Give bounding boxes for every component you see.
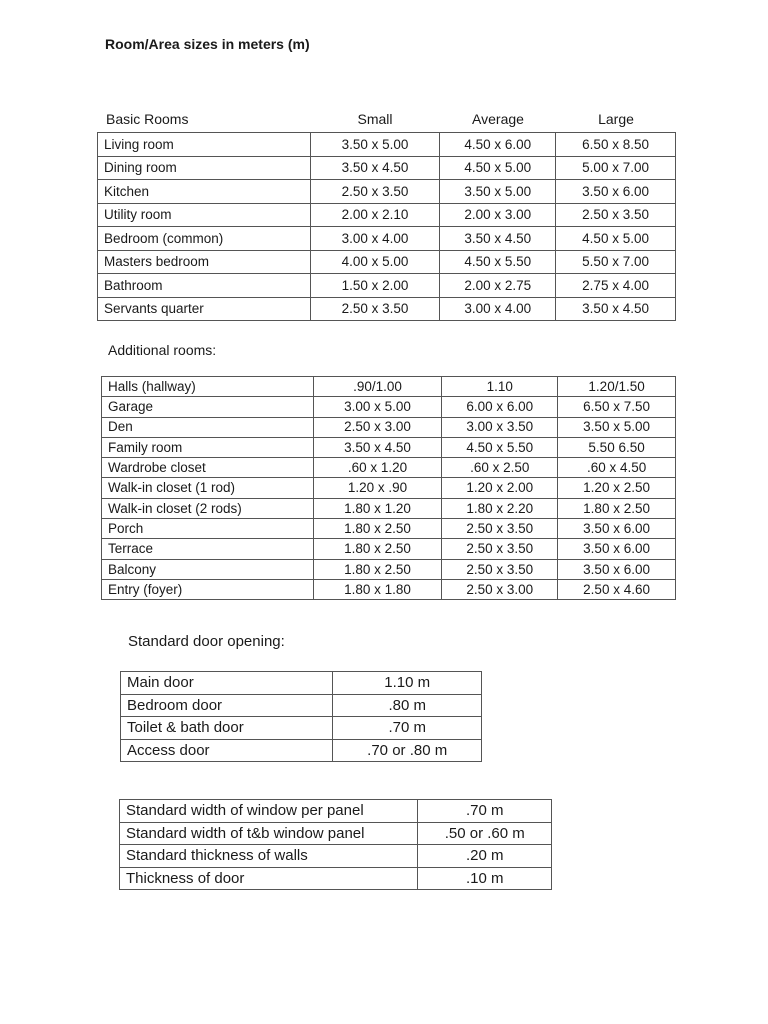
row-label-cell: Den xyxy=(102,417,314,437)
basic-rooms-table xyxy=(97,132,676,321)
value-cell: .70 m xyxy=(333,717,482,740)
value-cell: 1.20 x 2.00 xyxy=(442,478,558,498)
value-cell: 4.50 x 5.50 xyxy=(442,437,558,457)
value-cell: 3.00 x 3.50 xyxy=(442,417,558,437)
value-cell: 1.10 xyxy=(442,377,558,397)
value-cell: .20 m xyxy=(418,845,552,868)
row-label-cell: Dining room xyxy=(98,156,311,180)
value-cell: .70 or .80 m xyxy=(333,739,482,762)
row-label-cell: Main door xyxy=(121,672,333,695)
value-cell: 2.00 x 2.10 xyxy=(310,203,440,227)
header-large: Large xyxy=(598,111,634,127)
table-row xyxy=(102,519,676,539)
table-row xyxy=(102,579,676,599)
table-row xyxy=(121,672,482,695)
value-cell: 2.50 x 3.50 xyxy=(310,297,440,321)
value-cell: 1.80 x 2.50 xyxy=(313,519,442,539)
row-label-cell: Porch xyxy=(102,519,314,539)
page-title: Room/Area sizes in meters (m) xyxy=(105,36,310,52)
table-row xyxy=(121,739,482,762)
table-row xyxy=(102,559,676,579)
value-cell: 2.75 x 4.00 xyxy=(556,274,676,298)
value-cell: 1.10 m xyxy=(333,672,482,695)
row-label-cell: Standard width of t&b window panel xyxy=(120,822,418,845)
header-small: Small xyxy=(357,111,393,127)
value-cell: .80 m xyxy=(333,694,482,717)
value-cell: 3.50 x 5.00 xyxy=(440,180,556,204)
table-row xyxy=(98,156,676,180)
standards-table xyxy=(119,799,552,890)
row-label-cell: Masters bedroom xyxy=(98,250,311,274)
value-cell: 3.00 x 4.00 xyxy=(440,297,556,321)
header-average: Average xyxy=(472,111,524,127)
value-cell: 2.50 x 3.50 xyxy=(442,539,558,559)
value-cell: 3.50 x 6.00 xyxy=(558,519,676,539)
table-row xyxy=(102,458,676,478)
value-cell: 3.50 x 5.00 xyxy=(558,417,676,437)
value-cell: 3.50 x 6.00 xyxy=(556,180,676,204)
value-cell: 3.00 x 4.00 xyxy=(310,227,440,251)
table-row xyxy=(102,478,676,498)
value-cell: 3.50 x 4.50 xyxy=(310,156,440,180)
value-cell: 2.50 x 3.50 xyxy=(442,519,558,539)
table-row xyxy=(98,250,676,274)
table-row xyxy=(102,377,676,397)
value-cell: 1.80 x 2.50 xyxy=(558,498,676,518)
value-cell: 4.00 x 5.00 xyxy=(310,250,440,274)
row-label-cell: Garage xyxy=(102,397,314,417)
value-cell: 1.20 x 2.50 xyxy=(558,478,676,498)
value-cell: 1.50 x 2.00 xyxy=(310,274,440,298)
row-label-cell: Terrace xyxy=(102,539,314,559)
value-cell: 1.20 x .90 xyxy=(313,478,442,498)
value-cell: 6.50 x 7.50 xyxy=(558,397,676,417)
row-label-cell: Walk-in closet (1 rod) xyxy=(102,478,314,498)
row-label-cell: Halls (hallway) xyxy=(102,377,314,397)
table-row xyxy=(98,297,676,321)
row-label-cell: Kitchen xyxy=(98,180,311,204)
table-row xyxy=(98,227,676,251)
value-cell: .60 x 2.50 xyxy=(442,458,558,478)
basic-rooms-label: Basic Rooms xyxy=(106,111,189,127)
value-cell: 4.50 x 5.00 xyxy=(556,227,676,251)
table-row xyxy=(120,822,552,845)
row-label-cell: Walk-in closet (2 rods) xyxy=(102,498,314,518)
value-cell: 3.50 x 6.00 xyxy=(558,539,676,559)
table-row xyxy=(102,539,676,559)
value-cell: 6.00 x 6.00 xyxy=(442,397,558,417)
value-cell: 5.50 6.50 xyxy=(558,437,676,457)
value-cell: .90/1.00 xyxy=(313,377,442,397)
value-cell: .60 x 1.20 xyxy=(313,458,442,478)
value-cell: .10 m xyxy=(418,867,552,890)
table-row xyxy=(102,437,676,457)
value-cell: 3.00 x 5.00 xyxy=(313,397,442,417)
value-cell: 2.50 x 4.60 xyxy=(558,579,676,599)
value-cell: 5.00 x 7.00 xyxy=(556,156,676,180)
table-row xyxy=(98,203,676,227)
value-cell: .70 m xyxy=(418,800,552,823)
value-cell: .60 x 4.50 xyxy=(558,458,676,478)
value-cell: 3.50 x 4.50 xyxy=(440,227,556,251)
table-row xyxy=(120,800,552,823)
row-label-cell: Wardrobe closet xyxy=(102,458,314,478)
value-cell: 2.50 x 3.00 xyxy=(313,417,442,437)
table-row xyxy=(120,845,552,868)
value-cell: 2.50 x 3.50 xyxy=(556,203,676,227)
table-row xyxy=(102,498,676,518)
value-cell: 2.50 x 3.50 xyxy=(310,180,440,204)
row-label-cell: Servants quarter xyxy=(98,297,311,321)
value-cell: 3.50 x 5.00 xyxy=(310,133,440,157)
value-cell: 1.20/1.50 xyxy=(558,377,676,397)
table-row xyxy=(120,867,552,890)
value-cell: .50 or .60 m xyxy=(418,822,552,845)
table-row xyxy=(98,133,676,157)
row-label-cell: Standard thickness of walls xyxy=(120,845,418,868)
table-row xyxy=(102,417,676,437)
table-row xyxy=(121,717,482,740)
row-label-cell: Living room xyxy=(98,133,311,157)
row-label-cell: Standard width of window per panel xyxy=(120,800,418,823)
value-cell: 2.00 x 3.00 xyxy=(440,203,556,227)
table-row xyxy=(98,180,676,204)
value-cell: 3.50 x 6.00 xyxy=(558,559,676,579)
door-opening-table xyxy=(120,671,482,762)
row-label-cell: Family room xyxy=(102,437,314,457)
value-cell: 3.50 x 4.50 xyxy=(556,297,676,321)
additional-rooms-table xyxy=(101,376,676,600)
value-cell: 4.50 x 5.00 xyxy=(440,156,556,180)
row-label-cell: Bedroom (common) xyxy=(98,227,311,251)
value-cell: 1.80 x 2.50 xyxy=(313,539,442,559)
table-row xyxy=(121,694,482,717)
value-cell: 2.50 x 3.50 xyxy=(442,559,558,579)
row-label-cell: Thickness of door xyxy=(120,867,418,890)
value-cell: 5.50 x 7.00 xyxy=(556,250,676,274)
row-label-cell: Balcony xyxy=(102,559,314,579)
row-label-cell: Toilet & bath door xyxy=(121,717,333,740)
row-label-cell: Access door xyxy=(121,739,333,762)
value-cell: 3.50 x 4.50 xyxy=(313,437,442,457)
row-label-cell: Bedroom door xyxy=(121,694,333,717)
value-cell: 1.80 x 2.20 xyxy=(442,498,558,518)
value-cell: 4.50 x 6.00 xyxy=(440,133,556,157)
value-cell: 6.50 x 8.50 xyxy=(556,133,676,157)
door-opening-label: Standard door opening: xyxy=(128,633,285,650)
additional-rooms-label: Additional rooms: xyxy=(108,342,217,358)
value-cell: 1.80 x 2.50 xyxy=(313,559,442,579)
row-label-cell: Utility room xyxy=(98,203,311,227)
value-cell: 1.80 x 1.20 xyxy=(313,498,442,518)
value-cell: 4.50 x 5.50 xyxy=(440,250,556,274)
row-label-cell: Bathroom xyxy=(98,274,311,298)
table-row xyxy=(102,397,676,417)
table-row xyxy=(98,274,676,298)
value-cell: 2.00 x 2.75 xyxy=(440,274,556,298)
value-cell: 2.50 x 3.00 xyxy=(442,579,558,599)
value-cell: 1.80 x 1.80 xyxy=(313,579,442,599)
row-label-cell: Entry (foyer) xyxy=(102,579,314,599)
